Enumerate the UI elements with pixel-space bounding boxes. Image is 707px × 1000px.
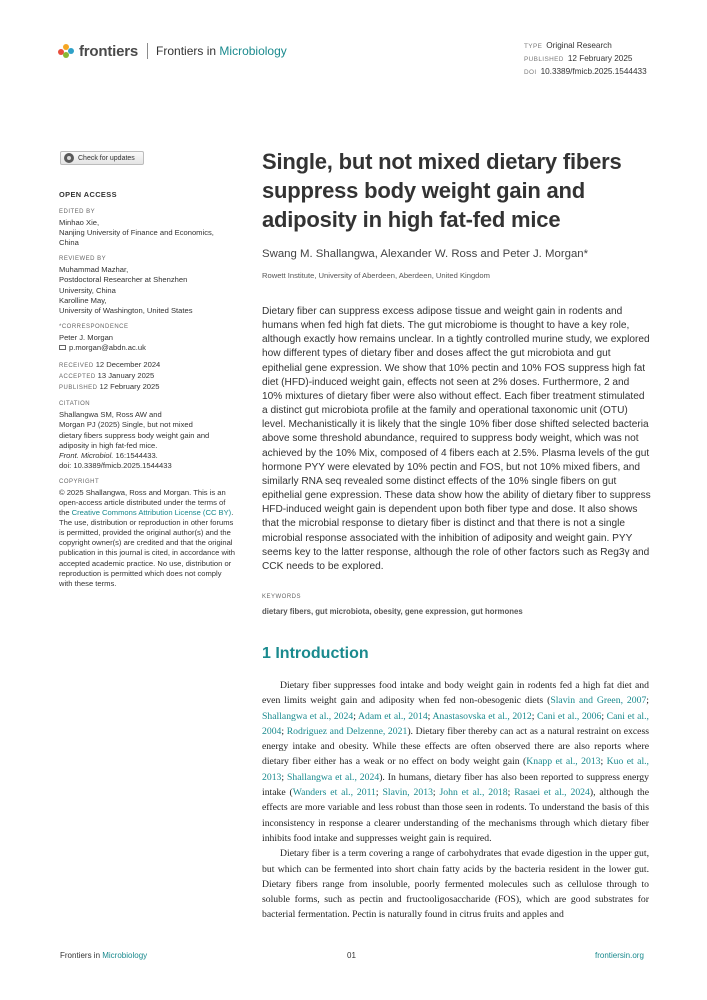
paragraph-text: ; (375, 787, 383, 799)
paragraph-text: ; (353, 710, 358, 722)
citation-link[interactable]: Rasaei et al., 2024 (514, 787, 590, 799)
author-list: Swang M. Shallangwa, Alexander W. Ross and Peter J. Morgan* (262, 248, 589, 260)
section-heading-introduction: 1 Introduction (262, 645, 369, 662)
frontiers-logo-icon (58, 43, 74, 59)
footer-journal: Frontiers in Microbiology (60, 951, 148, 960)
citation-link[interactable]: Shallangwa et al., 2024 (262, 710, 354, 722)
article-type: Original Research (546, 41, 612, 50)
brand-name: frontiers (79, 42, 139, 60)
doi[interactable]: 10.3389/fmicb.2025.1544433 (540, 67, 647, 76)
edited-by-section: EDITED BY Minhao Xie, Nanjing University of Finance and Economics, China (59, 209, 214, 248)
footer-site-link[interactable]: frontiersin.org (595, 951, 644, 960)
correspondence-section: *CORRESPONDENCE Peter J. Morgan p.morgan@abdn.ac.uk (59, 323, 146, 352)
intro-paragraph-1 (262, 678, 649, 846)
journal-name: Frontiers in Microbiology (156, 44, 287, 58)
copyright-section: COPYRIGHT © 2025 Shallangwa, Ross and Morgan. This is an open-access article distributed under the terms of the Creative Commons Attribution License (CC BY). The use, distribution or reproduction in other forums is permitted, provided the original author(s) and the copyright owner(s) are credited and that the original publication in this journal is cited, in accordance with accepted academic practice. No use, distribution or reproduction is permitted which does not comply with these terms. (59, 478, 236, 588)
article-title: Single, but not mixed dietary fibers suppress body weight gain and adiposity in high fat-fed mice (262, 149, 622, 232)
published-date: 12 February 2025 (567, 54, 633, 63)
keywords-label: KEYWORDS (262, 594, 302, 600)
paragraph-text: ; (507, 787, 515, 799)
paragraph-text: ; (281, 725, 287, 737)
keywords: dietary fibers, gut microbiota, obesity, gene expression, gut hormones (262, 607, 523, 616)
paragraph-text: ; (281, 771, 287, 783)
paragraph-text: ), although the effects are more variable and less robust than those seen in rodents. To understand the basis of this inconsistency in response a clearer understanding of the mechanisms through which dietary fiber inhibits food intake and suppresses weight gain is required. (262, 787, 649, 844)
citation-link[interactable]: Cani et al., 2006 (537, 710, 602, 722)
paragraph-text: ; (427, 710, 433, 722)
paragraph-text: ; (646, 695, 649, 707)
paragraph-text: Dietary fiber suppresses food intake and body weight gain in rodents fed a high fat diet and even limits weight gain and adiposity when fed non-obesogenic diets ( (262, 680, 649, 707)
citation-link[interactable]: Wanders et al., 2011 (292, 787, 376, 799)
citation-section: CITATION Shallangwa SM, Ross AW and Morgan PJ (2025) Single, but not mixed dietary fibers suppress body weight gain and adiposity in high fat-fed mice. Front. Microbiol. 16:1544433. doi: 10.3389/fmicb.2025.1544433 (59, 401, 210, 470)
paragraph-text: ). Dietary fiber thereby can act as a natural restraint on excess energy intake and obesity. While these effects are often observed there are also reports where dietary fiber either has a weak or no effect on body weight gain ( (262, 725, 649, 768)
intro-paragraph-2: Dietary fiber is a term covering a range of carbohydrates that evade digestion in the upper gut, but which can be fermented into short chain fatty acids by the bacteria resident in the lower gut. Dietary fibers range from insoluble, poorly fermented molecules such as cellulose through to soluble forms, such as pectin and fructooligosaccharide (FOS), which are good substrates for bacterial fermentation. Pectin is naturally found in citrus fruits and apples and (262, 848, 649, 921)
citation-link[interactable]: Adam et al., 2014 (357, 710, 428, 722)
page-number: 01 (347, 951, 356, 960)
citation-link[interactable]: Slavin and Green, 2007 (550, 695, 647, 707)
citation-link[interactable]: Anastasovska et al., 2012 (432, 710, 532, 722)
citation-link[interactable]: Shallangwa et al., 2024 (287, 771, 380, 783)
open-access-label: OPEN ACCESS (59, 190, 117, 199)
journal-logo[interactable] (58, 41, 287, 61)
article-meta: TYPE Original Research PUBLISHED 12 February 2025 DOI 10.3389/fmicb.2025.1544433 (524, 41, 647, 76)
reviewed-by-section: REVIEWED BY Muhammad Mazhar, Postdoctoral Researcher at Shenzhen University, China Karolline May, University of Washington, United States (59, 256, 193, 315)
email-icon (59, 345, 66, 350)
affiliation: Rowett Institute, University of Aberdeen, Aberdeen, United Kingdom (262, 271, 490, 280)
paragraph-text: ). In humans, dietary fiber has also been reported to suppress energy intake ( (262, 771, 649, 799)
introduction-body (262, 678, 649, 923)
citation-link[interactable]: John et al., 2018 (439, 787, 508, 799)
citation-link[interactable]: Rodriguez and Delzenne, 2021 (286, 725, 408, 737)
paragraph-text: ; (531, 710, 538, 722)
update-icon (64, 153, 74, 163)
abstract: Dietary fiber can suppress excess adipose tissue and weight gain in rodents and humans when fed high fat diets. The gut microbiome is thought to have a key role, although exactly how remains unclear. In a tightly controlled murine study, we explored how different types of dietary fiber and doses affect the gut microbiota and gut epithelial gene expression. We show that 10% pectin and 10% FOS suppress high fat diet (HFD)-induced weight gain, effects not seen at 2% doses. Furthermore, 2 and 10% mixtures of dietary fiber were also without effect. Each fiber treatment stimulated a distinct gut microbiota profile at the family and operational taxonomic unit (OTU) level. Mechanistically it is likely that the single 10% fiber dose shifted selected bacteria above some threshold abundance, required to suppress body weight, which was not achieved by the 10% Mix, composed of 4 fibers each at 2.5%. Plasma levels of the gut hormone PYY were elevated by 10% pectin and FOS, but not 10% mixed fibers, and similarly RNA seq revealed some distinct effects of the 10% single fibers on gut epithelial gene expression. These data show how the ability of dietary fiber to suppress HFD-induced weight gain is dependent upon both fiber type and dose. It also shows that the microbial response to dietary fiber is distinct and that there is not a single microbial response associated with the inhibition of adiposity and weight gain. PYY seems key to the latter response, although the role of other factors such as Reg3γ and CCK needs to be explored. (262, 306, 651, 572)
correspondence-email[interactable]: p.morgan@abdn.ac.uk (69, 342, 146, 352)
check-for-updates-button[interactable]: Check for updates (60, 151, 144, 165)
dates-section: RECEIVED 12 December 2024 ACCEPTED 13 January 2025 PUBLISHED 12 February 2025 (59, 360, 161, 392)
paragraph-text: ; (432, 787, 440, 799)
citation-link[interactable]: Cani et al., 2004 (262, 710, 649, 737)
logo-divider (147, 43, 148, 59)
paragraph-text: ; (601, 710, 607, 722)
sidebar (59, 190, 237, 596)
paragraph-text: ; (600, 756, 607, 768)
citation-link[interactable]: Slavin, 2013 (382, 787, 433, 799)
citation-link[interactable]: Kuo et al., 2013 (262, 756, 649, 783)
citation-link[interactable]: Knapp et al., 2013 (526, 756, 601, 768)
license-link[interactable]: Creative Commons Attribution License (CC BY) (71, 508, 232, 518)
